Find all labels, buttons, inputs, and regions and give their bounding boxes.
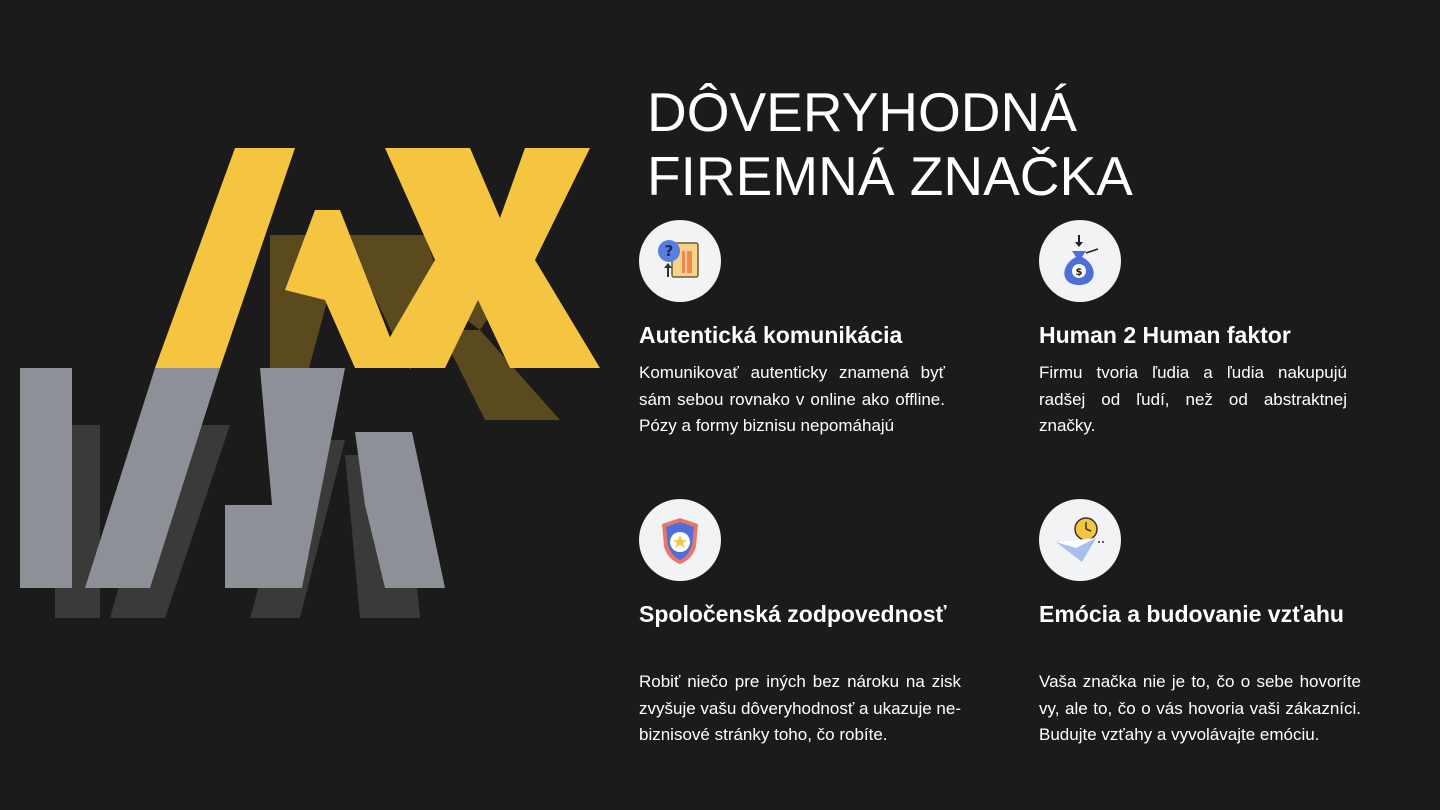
question-document-icon	[639, 220, 721, 302]
feature-human-2-human	[1039, 220, 1359, 435]
feature-description: Vaša značka nie je to, čo o sebe hovoríte vy, ale to, čo o vás hovoria vaši zákazníci. Budujte vzťahy a vyvolávajte emóciu.	[1039, 672, 1361, 744]
feature-description: Firmu tvoria ľudia a ľudia nakupujú radšej od ľudí, než od abstraktnej značky.	[1039, 363, 1347, 435]
feature-heading: Emócia a budovanie vzťahu	[1039, 601, 1344, 627]
feature-social-responsibility	[639, 499, 979, 744]
svg-text:?: ?	[664, 242, 674, 260]
feature-heading: Human 2 Human faktor	[1039, 322, 1291, 348]
svg-text:$: $	[1075, 267, 1083, 278]
page-title	[647, 80, 1407, 208]
paper-plane-clock-icon	[1039, 499, 1121, 581]
feature-heading: Spoločenská zodpovednosť	[639, 601, 947, 627]
feature-description: Robiť niečo pre iných bez nároku na zisk zvyšuje vašu dôveryhodnosť a ukazuje ne-biznisové stránky toho, čo robíte.	[639, 672, 962, 744]
ax-logo	[0, 0, 640, 810]
shield-star-icon	[639, 499, 721, 581]
title-line-2: FIREMNÁ ZNAČKA	[647, 145, 1133, 207]
title-line-1: DÔVERYHODNÁ	[647, 81, 1077, 143]
feature-authentic-communication	[639, 220, 959, 435]
feature-heading: Autentická komunikácia	[639, 322, 903, 348]
feature-emotion-relationship	[1039, 499, 1379, 744]
money-bag-icon	[1039, 220, 1121, 302]
feature-description: Komunikovať autenticky znamená byť sám sebou rovnako v online ako offline. Pózy a formy biznisu nepomáhajú	[639, 363, 945, 435]
